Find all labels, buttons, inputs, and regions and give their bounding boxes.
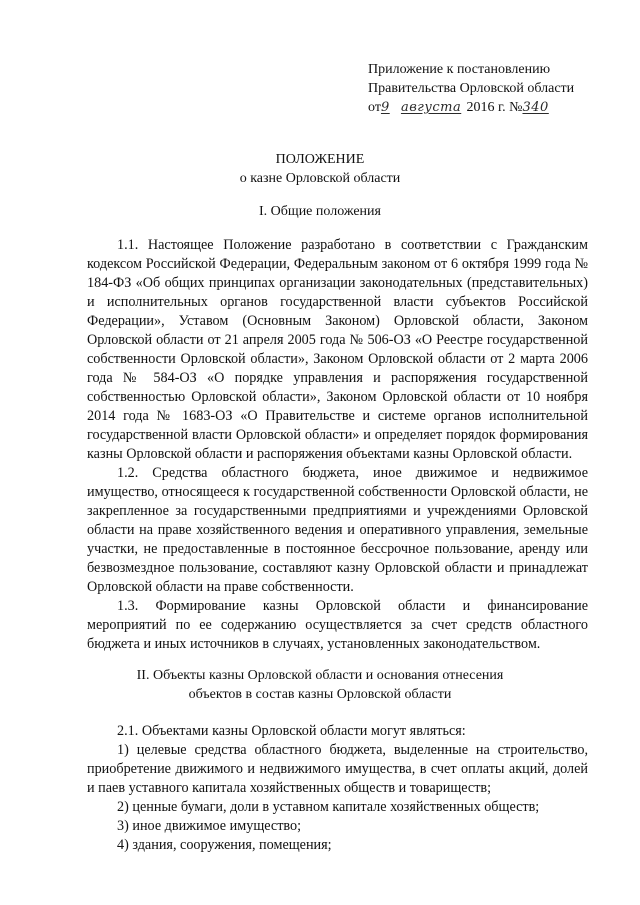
section-1-body — [87, 236, 588, 654]
paragraph-2-1: 2.1. Объектами казны Орловской области могут являться: — [117, 723, 466, 739]
section-2-heading — [0, 666, 640, 704]
title-sub: о казне Орловской области — [239, 171, 401, 186]
handwritten-day: 9 — [380, 100, 390, 115]
date-year: 2016 г. № — [466, 100, 523, 115]
paragraph-1-3: 1.3. Формирование казны Орловской области и финансирование мероприятий по ее содержанию осуществляется за счет средств областного бюджета и иных источников в случаях, установленных законодательством. — [87, 598, 588, 652]
appendix-date-line — [368, 98, 618, 117]
document-title — [0, 150, 640, 188]
section-2-body — [87, 722, 588, 855]
handwritten-month: августа — [400, 100, 462, 115]
section-2-heading-line-1: II. Объекты казны Орловской области и основания отнесения — [136, 668, 504, 683]
appendix-line-1: Приложение к постановлению — [368, 62, 551, 77]
list-item-3: 3) иное движимое имущество; — [117, 818, 302, 834]
list-item-4: 4) здания, сооружения, помещения; — [117, 837, 332, 853]
list-item-1: 1) целевые средства областного бюджета, выделенные на строительство, приобретение движимого и недвижимого имущества, в счет оплаты акций, долей и паев уставного капитала хозяйственных обществ и товариществ; — [87, 742, 588, 796]
paragraph-1-1: 1.1. Настоящее Положение разработано в соответствии с Гражданским кодексом Российской Федерации, Федеральным законом от 6 октября 1999 года № 184-ФЗ «Об общих принципах организации законодательных (представительных) и исполнительных органов государственной власти субъектов Российской Федерации», Уставом (Основным Законом) Орловской области, Законом Орловской области от 21 апреля 2005 года № 506-ОЗ «О Реестре государственной собственности Орловской области», Законом Орловской области от 2 марта 2006 года № 584-ОЗ «О порядке управления и распоряжения государственной собственностью Орловской области», Законом Орловской области от 10 ноября 2014 года № 1683-ОЗ «О Правительстве и системе органов исполнительной государственной власти Орловской области» и определяет порядок формирования казны Орловской области и распоряжения объектами казны Орловской области. — [87, 237, 588, 462]
appendix-line-2: Правительства Орловской области — [368, 81, 575, 96]
date-prefix: от — [368, 100, 381, 115]
handwritten-number: 340 — [522, 100, 549, 115]
section-1-heading: I. Общие положения — [259, 204, 381, 219]
section-2-heading-line-2: объектов в состав казны Орловской области — [188, 687, 452, 702]
appendix-block — [368, 60, 618, 117]
paragraph-1-2: 1.2. Средства областного бюджета, иное движимое и недвижимое имущество, относящееся к государственной собственности Орловской области, не закрепленное за государственными предприятиями и учреждениями Орловской области на праве хозяйственного ведения и оперативного управления, земельные участки, не предоставленные в постоянное бессрочное пользование, аренду или безвозмездное пользование, составляют казну Орловской области и принадлежат Орловской области на праве собственности. — [87, 465, 588, 595]
title-main: ПОЛОЖЕНИЕ — [275, 152, 365, 167]
list-item-2: 2) ценные бумаги, доли в уставном капитале хозяйственных обществ; — [117, 799, 540, 815]
